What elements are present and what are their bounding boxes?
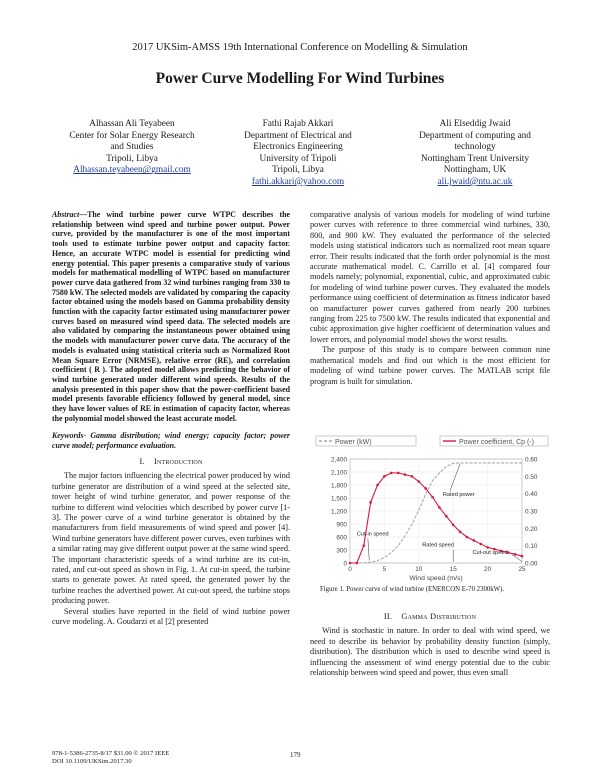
keywords-lead: Keywords- [52,431,87,441]
author-affiliation: Tripoli, Libya [272,165,324,176]
y-left-tick-label: 2,100 [331,469,347,477]
y-left-tick-label: 1,200 [331,508,347,516]
figure-1 [310,433,550,583]
y-right-tick-label: 0.40 [525,491,538,499]
y-left-tick-label: 2,400 [331,456,347,464]
y-left-tick-label: 300 [336,547,347,555]
y-right-tick-label: 0.20 [525,525,538,533]
figure-caption: Figure 1. Power curve of wind turbine (ENERCON E-70 2300kW). [320,586,505,593]
footer-copyright [52,750,169,766]
data-point [397,472,400,475]
right-column [310,210,550,387]
keywords [52,431,290,450]
annotation-rated-speed: Rated speed [422,542,454,549]
author-name: Ali Elseddig Jwaid [439,119,511,129]
data-point [486,546,489,549]
y-right-tick-label: 0.00 [525,560,538,568]
x-tick-label: 10 [415,566,423,573]
y-left-tick-label: 600 [336,534,347,542]
author-affiliation: technology [454,142,496,153]
y-right-tick-label: 0.50 [525,473,538,481]
y-right-tick-label: 0.10 [525,543,538,551]
page-number: 179 [290,751,301,759]
annotation-rated-power: Rated power [442,491,475,498]
y-left-tick-label: 0 [343,560,347,568]
section-number: II. [383,612,393,621]
abstract-text: —The wind turbine power curve WTPC describes the relationship between wind speed and turbine power output. Power curve, provided by the manufacturer is one of the most important tools used to estimate turbine power output and capacity factor. Hence, an accurate WTPC model is essential for predicting wind energy potential. This paper presents a comparative study of various models for mathematical modelling of WTPC based on manufacturer power curve data gathered from 32 wind turbines ranging from 330 to 7580 kW. The selected models are validated by comparing the capacity factor obtained using the models based on Gamma probability density function with the capacity factor estimated using manufacturer power curves based on measured wind speed data. The selected models are also validated by comparing the instantaneous power obtained using the models with manufacturer power curve data. The accuracy of the models is evaluated using statistical criteria such as Normalized Root Mean Square Error (NRMSE), relative error (RE), and correlation coefficient ( R ). The adopted model allows predicting the behavior of wind turbine generated under different wind speeds. Results of the analysis presented in this paper show that the power-coefficient based model presents favorable efficiency followed by general model, since they have lower values of RE in estimation of capacity factor, whereas the polynomial model showed the least accurate model. [52,210,290,423]
y-left-tick-label: 1,500 [331,495,347,503]
right-column-lower [310,612,550,678]
x-tick-label: 5 [382,566,387,573]
author-affiliation: Department of computing and [419,130,531,141]
data-point [514,553,517,556]
legend-label: Power (kW) [335,439,372,446]
author-name: Fathi Rajab Akkari [262,119,334,129]
author-email-link[interactable]: Alhassan.teyabeen@gmail.com [73,165,191,176]
footer-line-1: 978-1-5386-2735-8/17 $31.00 © 2017 IEEE [52,750,170,757]
section-title: Gamma Distribution [401,612,477,621]
author-affiliation: Nottingham Trent University [421,153,529,164]
data-point [349,562,352,565]
y-left-tick-label: 1,800 [331,482,347,490]
author-affiliation: Nottingham, UK [443,165,507,176]
data-point [466,536,469,539]
author-block-3 [395,119,555,189]
data-point [473,539,476,542]
intro-paragraph-2: Several studies have reported in the field of wind turbine power curve modeling. A. Goudarzi et al [2] presented [52,606,290,626]
x-tick-label: 0 [348,566,352,573]
x-tick-label: 20 [484,566,492,573]
annotation-arrow [450,464,460,492]
annotation-arrow [368,539,369,561]
author-block-2 [218,119,378,189]
data-point [459,531,462,534]
data-point [390,472,393,475]
data-point [431,496,434,499]
data-point [356,562,359,565]
y-left-tick-label: 900 [336,521,347,529]
x-tick-label: 15 [449,566,457,573]
author-affiliation: Electronics Engineering [253,142,343,153]
data-point [411,475,414,478]
legend-label: Power coefficient, Cp (-) [459,439,534,446]
data-point [376,484,379,487]
data-point [521,555,524,558]
author-affiliation: Tripoli, Libya [106,153,158,164]
section-heading-introduction [52,457,290,467]
annotation-cut-out: Cut-out speed [472,549,508,556]
abstract-lead: Abstract [52,210,80,219]
data-point [445,515,448,518]
paper-title: Power Curve Modelling For Wind Turbines [155,70,445,87]
conference-header: 2017 UKSim-AMSS 19th International Conference on Modelling & Simulation [132,42,468,53]
author-affiliation: Center for Solar Energy Research [69,130,195,141]
author-email-link[interactable]: ali.jwaid@ntu.ac.uk [437,176,513,187]
abstract [52,210,290,423]
author-email-link[interactable]: fathi.akkari@yahoo.com [251,176,345,187]
power-curve-chart [310,433,550,583]
author-block-1 [52,119,212,177]
author-name: Alhassan Ali Teyabeen [89,119,175,129]
right-paragraph-1: comparative analysis of various models for modeling of wind turbine power curves with reference to three commercial wind turbines, 330, 800, and 900 kW. They evaluated the performance of the selected models using statistical indicators such as normalized root mean square error. Their results indicated that the forth order polynomial is the most accurate mathematical model. C. Carrillo et al. [4] compared four models namely; polynomial, exponential, cubic, and approximated cubic for modeling of wind turbine power curves. They evaluated the models performance using coefficient of determination as fitness indicator based on manufacturer power curves gathered from nearly 200 turbines ranging from 225 to 7500 kW. The results indicated that exponential and cubic approximation give higher coefficient of determination values and lower errors, and polynomial model shows the worst results. [310,210,550,344]
author-affiliation: and Studies [110,142,154,153]
data-point [404,473,407,476]
data-point [418,480,421,483]
data-point [369,501,372,504]
annotation-cut-in: Cut-in speed [356,531,389,538]
author-affiliation: University of Tripoli [259,153,337,164]
section-heading-gamma [310,612,550,622]
y-right-tick-label: 0.30 [525,508,538,516]
section-number: I. [139,456,145,466]
intro-paragraph-1: The major factors influencing the electrical power produced by wind turbine generator are distribution of a wind speed at the selected site, tower height of wind turbine generator, and power response of the turbine to different wind velocities which described by power curve [1-3]. The power curve of a wind turbine generator is obtained by the manufacturers from field measurements of wind speed and power [4]. Wind turbine generators have different power curves, even turbines with a similar rating may give different output power at the same wind speed. The important characteristic speeds of a wind turbine are its cut-in, rated, and cut-out speed as shown in Fig. 1. At cut-in speed, the turbine starts to generate power. At rated speed, the generated power by the turbine reaches the advertised power. At cut-out speed, the turbine stops producing power. [52,471,290,606]
author-affiliation: Department of Electrical and [244,130,352,141]
data-point [362,544,365,547]
data-point [424,487,427,490]
data-point [479,543,482,546]
x-axis-label: Wind speed (m/s) [409,575,463,582]
footer-line-2: DOI 10.1109/UKSim.2017.30 [52,758,132,765]
section-title: Introduction [153,456,203,466]
data-point [383,475,386,478]
left-column [52,210,290,627]
right-paragraph-2: The purpose of this study is to compare between common nine mathematical models and find out which is the most efficient for modeling of wind turbine power curves. The MATLAB script file program is built for simulation. [310,345,550,386]
keywords-text: Gamma distribution; wind energy; capacity factor; power curve model; performance evaluation. [52,431,290,451]
data-point [438,506,441,509]
data-point [452,524,455,527]
y-right-tick-label: 0.60 [525,456,538,464]
gamma-paragraph-1: Wind is stochastic in nature. In order to deal with wind speed, we need to describe its behavior by probability density function (simply, distribution). The distribution which is used to describe wind speed is influencing the assessment of wind energy potential due to the cubic relationship between wind speed and power, thus even small [310,626,550,678]
x-tick-label: 25 [518,566,526,573]
